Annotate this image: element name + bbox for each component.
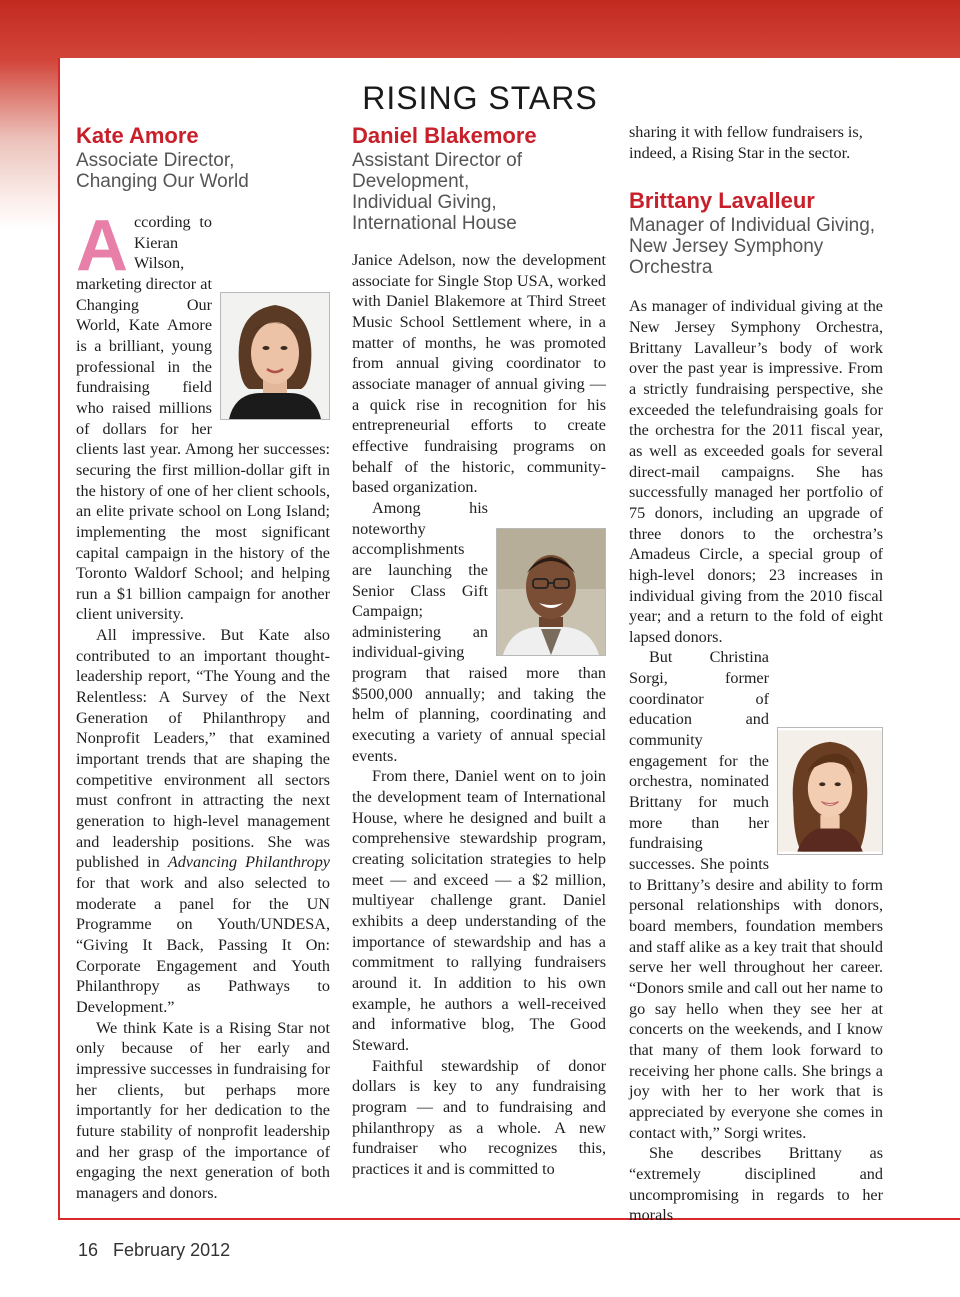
article-paragraph: As manager of individual giving at the New Jersey Symphony Orchestra, Brittany Lavalleur’s body of work over the past year is impressive. From a strictly fundraising perspective, she exceeded the telefundraising goals for the orchestra for the 2011 fiscal year, as well as exceeded goals for several direct-mail campaigns. She has successfully managed her portfolio of 75 donors, including an upgrade of three donors to the orchestra’s Amadeus Circle, a special group of high-level donors; 23 increases in individual giving from the 2010 fiscal year; and a return to the fold of eight lapsed donors. <box>629 297 883 646</box>
profile-name: Kate Amore <box>76 123 199 148</box>
profile-name: Brittany Lavalleur <box>629 188 815 214</box>
role-line: Associate Director, <box>76 150 235 171</box>
paragraph-text: All impressive. But Kate also contributed to an important thought-leadership report, “The Young and the Relentless: A Survey of the Next Generation of Philanthropy and Nonprofit Leaders,” that examined important trends that are shaping the competitive environment all sectors must confront in attracting the next generation to high-level management and leadership positions. She was published in <box>76 626 330 872</box>
article-brittany-lavalleur <box>629 122 883 1226</box>
kate-amore-photo <box>220 292 330 420</box>
article-paragraph <box>76 625 330 1017</box>
article-kate-amore <box>76 122 330 1204</box>
drop-cap: A <box>76 206 128 286</box>
paragraph-text: for that work and also selected to moderate a panel for the UN Programme on Youth/UNDESA, “Giving It Back, Passing It On: Corporate Engagement and Youth Philanthropy as Pathways to Development.” <box>76 874 330 1016</box>
role-line: New Jersey Symphony <box>629 236 824 258</box>
role-line: Manager of Individual Giving, <box>629 215 876 237</box>
paragraph-text: ccording to Kieran Wilson, marketing director at Changing Our World, Kate Amore is a brilliant, young professional in the fundraising field who raised millions of dollars for her clients last year. Among her successes: securing the first million-dollar gift in the history of one of her client schools, an elite private school on Long Island; implementing the most significant capital campaign in the history of the Toronto Waldorf School; and helping run a $1 billion campaign for another client university. <box>76 213 330 624</box>
page-footer <box>78 1240 230 1261</box>
profile-role <box>629 215 883 278</box>
role-line: Orchestra <box>629 257 713 279</box>
portrait-image <box>221 293 329 419</box>
role-line: Assistant Director of <box>352 150 522 171</box>
role-line: International House <box>352 213 517 234</box>
role-line: Changing Our World <box>76 171 249 192</box>
page-title: RISING STARS <box>362 80 598 116</box>
paragraph-text: Among his noteworthy accomplishments are launching the Senior Class Gift Campaign; administering an individual-giving program that raised more than $500,000 annually; and taking the helm of planning, coordinating and executing a variety of annual special events. <box>352 498 606 765</box>
portrait-image <box>778 728 882 854</box>
portrait-image <box>497 529 605 655</box>
article-daniel-blakemore <box>352 122 606 1180</box>
publication-title: Advancing Philanthropy <box>167 853 330 872</box>
daniel-blakemore-photo <box>496 528 606 656</box>
issue-date: February 2012 <box>113 1240 231 1260</box>
continued-paragraph: sharing it with fellow fundraisers is, indeed, a Rising Star in the sector. <box>629 123 863 162</box>
paragraph-text: But Christina Sorgi, former coordinator of education and community engagement for the orchestra, nominated Brittany for much more than her fundraising successes. She points to Brittany’s desire and ability to form personal relationships with donors, board members, foundation members and staff alike as a key trait that should serve her well throughout her career. “Donors smile and call out her name to go say hello when they see her at concerts on the weekends, and I know that many of them look forward to receiving her phone calls. She brings a joy with her to her work that is appreciated by everyone she comes in contact with,” Sorgi writes. <box>629 648 883 1142</box>
article-paragraph: Janice Adelson, now the development associate for Single Stop USA, worked with Daniel Blakemore at Third Street Music School Settlement where, in a matter of months, he was promoted from annual giving coordinator to associate manager of annual giving — a quick rise in recognition for his entrepreneurial efforts to create effective fundraising programs on behalf of the historic, community-based organization. <box>352 251 606 497</box>
article-paragraph: From there, Daniel went on to join the development team of International House, where he designed and built a comprehensive stewardship program, creating solicitation strategies to help meet — and exceed — a $2 million, multiyear challenge grant. Daniel exhibits a deep understanding of the importance of stewardship and has a commitment to rallying fundraisers around it. In addition to his own example, he authors a well-received and informative blog, The Good Steward. <box>352 767 606 1054</box>
article-paragraph: Faithful stewardship of donor dollars is key to any fundraising program — and to fundraising and philanthropy as a whole. A new fundraiser who recognizes this, practices it and is committed to <box>352 1056 606 1178</box>
brittany-lavalleur-photo <box>777 727 883 855</box>
profile-role <box>352 150 606 234</box>
role-line: Development, <box>352 171 470 192</box>
profile-role <box>76 150 330 192</box>
article-paragraph <box>629 647 883 1143</box>
page-number: 16 <box>78 1240 99 1260</box>
article-paragraph <box>352 498 606 767</box>
article-paragraph: We think Kate is a Rising Star not only because of her early and impressive successes in fundraising for her clients, but perhaps more importantly for her dedication to the future stability of nonprofit leadership and her grasp of the importance of engaging the next generation of both managers and donors. <box>76 1018 330 1202</box>
role-line: Individual Giving, <box>352 192 497 213</box>
article-paragraph: She describes Brittany as “extremely disciplined and uncompromising in regards to her morals <box>629 1144 883 1225</box>
article-paragraph <box>76 206 330 625</box>
profile-name: Daniel Blakemore <box>352 123 537 148</box>
